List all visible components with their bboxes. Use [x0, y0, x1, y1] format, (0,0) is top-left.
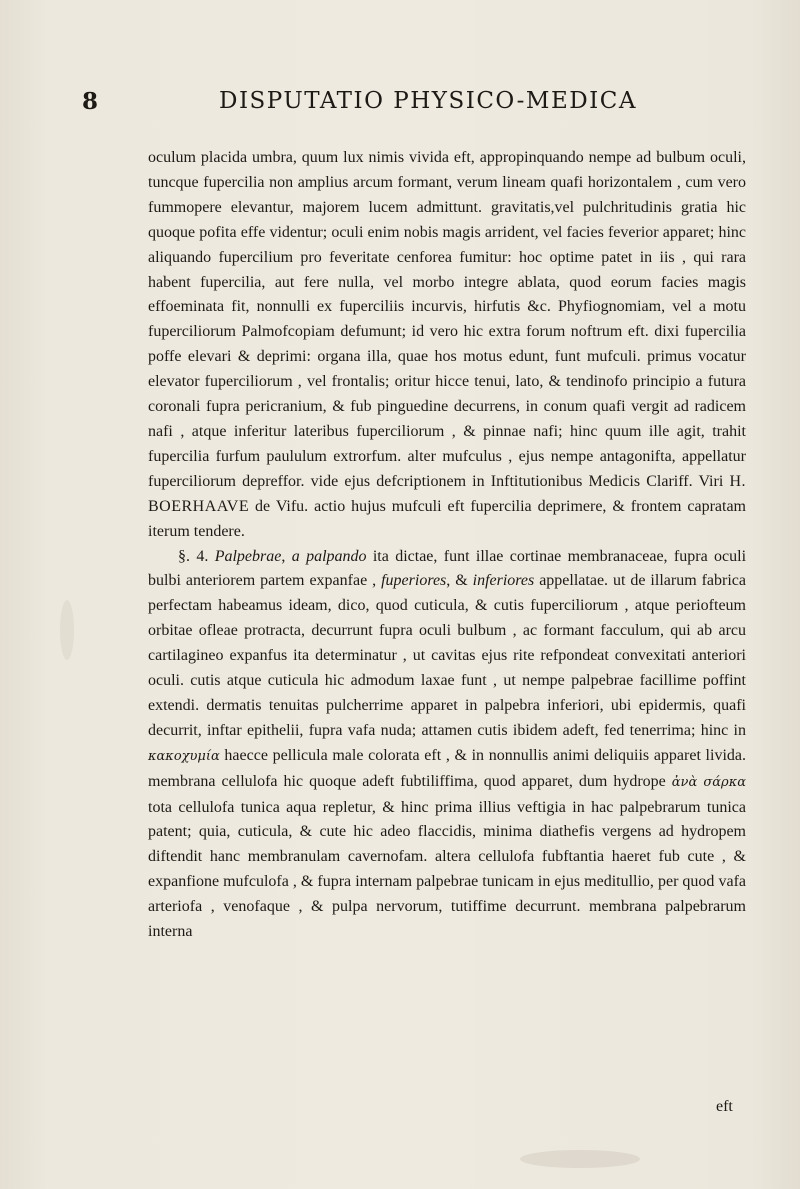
text-run: de Vifu. actio hujus mufculi eft fupercilia deprimere, & frontem capratam iterum tendere.: [148, 497, 746, 540]
paper-stain: [520, 1150, 640, 1168]
paragraph-eyebrows: [148, 146, 746, 545]
text-run: oculum placida umbra, quum lux nimis vivida eft, appropinquando nempe ad bulbum oculi, tuncque fupercilia non amplius arcum formant, verum lineam quafi horizontalem , cum vero fummopere elevantur, majorem lucem admittunt. gravitatis,vel pulchritudinis gratia hic quoque pofita effe videntur; oculi enim nobis magis arrident, vel facies feverior apparet; hinc aliquando fupercilium pro feveritate cenforea fumitur: hoc optime patet in iis , qui rara habent fupercilia, aut fere nulla, vel morbo integre ablata, quod eorum facies magis effoeminata fit, nonnulli ex fuperciliis incurvis, hirfutis &c. Phyfiognomiam, vel a motu fuperciliorum Palmofcopiam defumunt; id vero hic extra forum noftrum eft. dixi fupercilia poffe elevari & deprimi: organa illa, quae hos motus edunt, funt mufculi. primus vocatur elevator fuperciliorum , vel frontalis; oritur hicce tenui, lato, & tendinofo principio a futura coronali fupra pericranium, & fub pinguedine decurrens, in conum quafi vergit ad radicem nafi , atque inferitur lateribus fuperciliorum , & pinnae nafi; hinc quum ille agit, trahit fupercilia furfum paululum extrorfum. alter mufculus , ejus nempe antagonifta, appellatur fuperciliorum depreffor. vide ejus defcriptionem in Inftitutionibus Medicis Clariff. Viri: [148, 149, 746, 490]
text-run: ,: [281, 547, 292, 565]
page-header: [0, 88, 800, 124]
body-text: [148, 146, 746, 945]
text-run: ita dictae, funt illae cortinae membranaceae, fupra oculi bulbi anteriorem partem expanfae ,: [148, 547, 747, 590]
text-run: tota cellulofa tunica aqua repletur, & hinc prima illius veftigia in hac palpebrarum tunica patent; quia, cuticula, & cute hic adeo flaccidis, minima diathefis vergens ad hydropem diftendit hanc membranulam cavernofam. altera cellulofa fubftantia haeret fub cute , & expanfione mufculofa , & fupra internam palpebrae tunicam in ejus meditullio, per quod vafa arteriofa , venofaque , & pulpa nervorum, tutiffime decurrunt. membrana palpebrarum interna: [148, 798, 746, 941]
running-head: DISPUTATIO PHYSICO-MEDICA: [219, 88, 637, 114]
term-palpebrae: Palpebrae: [214, 547, 282, 565]
text-run: haecce pellicula male colorata eft , & in nonnullis animi deliquiis apparet livida. membrana cellulofa hic quoque adeft fubtiliffima, quod apparet, dum hydrope: [148, 746, 746, 790]
text-run: , &: [446, 572, 473, 590]
greek-term: κακοχυμία: [148, 748, 220, 764]
term-inferiores: inferiores: [472, 572, 535, 590]
term-superiores: fuperiores: [381, 572, 447, 590]
section-number: §. 4.: [178, 547, 215, 565]
page-number: 8: [82, 88, 100, 115]
text-run: appellatae. ut de illarum fabrica perfectam habeamus ideam, dico, quod cuticula, & cutis fuperciliorum , atque periofteum orbitae ofleae protracta, decurrunt fupra oculi bulbum , ac formant facculum, qui ab arcu cartilagineo expanfus ita determinatur , ut cavitas ejus rite refpondeat convexitati anteriori oculi. cutis atque cuticula hic admodum laxae funt , ut nempe palpebrae facillime poffint extendi. dermatis tenuitas pulcherrime apparet in palpebra inferiori, ubi epidermis, quafi decurrit, inftar epithelii, fupra vafa nuda; attamen cutis ibidem adeft, fed tenerrima; hinc in: [148, 572, 746, 739]
paragraph-eyelids: [148, 545, 746, 946]
paper-stain: [60, 600, 74, 660]
term-a-palpando: a palpando: [291, 547, 367, 565]
author-name: H. BOERHAAVE: [148, 472, 746, 515]
catchword: eft: [716, 1098, 733, 1115]
greek-term: ἀνὰ σάρκα: [671, 774, 746, 790]
